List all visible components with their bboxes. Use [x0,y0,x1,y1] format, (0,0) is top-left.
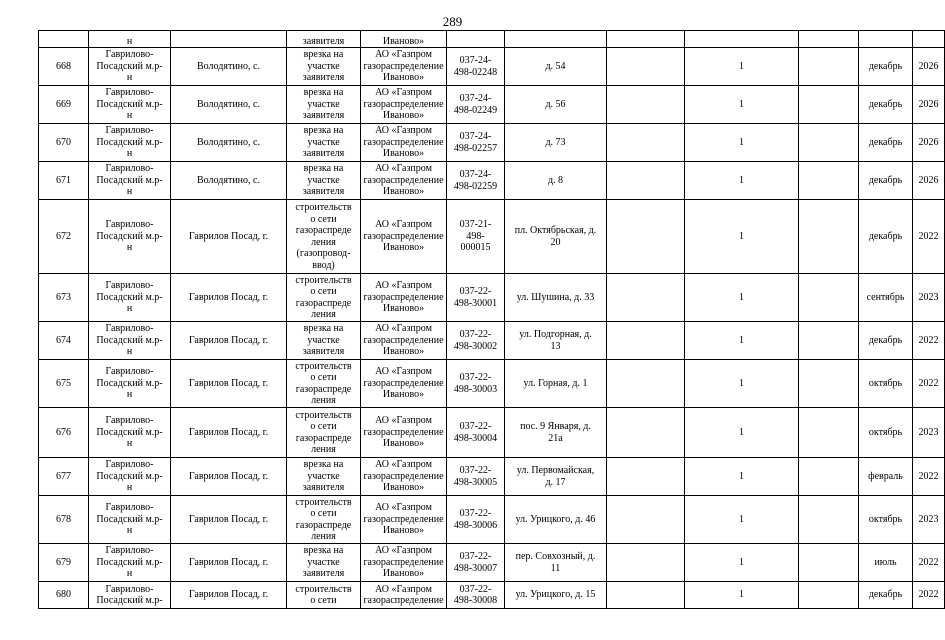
cell-year: 2023 [913,408,945,458]
cell-district: Гаврилово- Посадский м.р- н [89,86,171,124]
cell-address: ул. Подгорная, д. 13 [505,322,607,360]
cell-locality [171,31,287,48]
cell-code: 037-24- 498-02248 [447,48,505,86]
cell-work-type: строительств о сети [287,582,361,609]
cell-num: 678 [39,496,89,544]
cell-blank [799,458,859,496]
cell-qty: 1 [685,582,799,609]
table-row [39,322,945,360]
cell-locality: Гаврилов Посад, г. [171,582,287,609]
cell-blank [799,322,859,360]
gas-connection-registry-table [38,30,945,609]
cell-work-type: врезка на участке заявителя [287,86,361,124]
cell-blank [799,408,859,458]
cell-district: Гаврилово- Посадский м.р- н [89,48,171,86]
cell-extra [607,200,685,274]
cell-month: июль [859,544,913,582]
cell-organization: АО «Газпром газораспределение Иваново» [361,360,447,408]
cell-locality: Гаврилов Посад, г. [171,360,287,408]
table-row [39,48,945,86]
cell-work-type: заявителя [287,31,361,48]
cell-work-type: врезка на участке заявителя [287,458,361,496]
cell-year: 2023 [913,274,945,322]
cell-blank [799,124,859,162]
cell-organization: Иваново» [361,31,447,48]
cell-month: сентябрь [859,274,913,322]
cell-work-type: врезка на участке заявителя [287,162,361,200]
cell-qty: 1 [685,322,799,360]
cell-district: Гаврилово- Посадский м.р- н [89,200,171,274]
table-row [39,274,945,322]
cell-month: октябрь [859,496,913,544]
cell-extra [607,458,685,496]
table-row [39,162,945,200]
cell-year: 2022 [913,200,945,274]
cell-year: 2026 [913,86,945,124]
cell-address: ул. Урицкого, д. 46 [505,496,607,544]
cell-organization: АО «Газпром газораспределение [361,582,447,609]
cell-organization: АО «Газпром газораспределение Иваново» [361,458,447,496]
cell-qty: 1 [685,124,799,162]
cell-qty: 1 [685,162,799,200]
cell-organization: АО «Газпром газораспределение Иваново» [361,496,447,544]
cell-month: декабрь [859,322,913,360]
cell-blank [799,274,859,322]
cell-organization: АО «Газпром газораспределение Иваново» [361,408,447,458]
cell-work-type: строительств о сети газораспреде ления [287,274,361,322]
cell-district: Гаврилово- Посадский м.р- н [89,124,171,162]
cell-qty: 1 [685,408,799,458]
cell-locality: Володятино, с. [171,162,287,200]
cell-work-type: строительств о сети газораспреде ления [287,408,361,458]
table-row [39,200,945,274]
cell-organization: АО «Газпром газораспределение Иваново» [361,162,447,200]
cell-locality: Володятино, с. [171,48,287,86]
page-number: 289 [442,14,463,29]
cell-locality: Гаврилов Посад, г. [171,544,287,582]
cell-blank [799,544,859,582]
cell-month: декабрь [859,48,913,86]
cell-blank [799,162,859,200]
cell-locality: Гаврилов Посад, г. [171,408,287,458]
table-row [39,124,945,162]
cell-year: 2026 [913,48,945,86]
cell-year: 2022 [913,458,945,496]
cell-blank [799,496,859,544]
cell-district: н [89,31,171,48]
cell-num: 671 [39,162,89,200]
cell-blank [799,360,859,408]
cell-num: 670 [39,124,89,162]
cell-extra [607,124,685,162]
table-row [39,544,945,582]
cell-district: Гаврилово- Посадский м.р- н [89,274,171,322]
cell-num: 676 [39,408,89,458]
cell-qty: 1 [685,544,799,582]
cell-work-type: строительств о сети газораспреде ления [287,496,361,544]
cell-address: д. 54 [505,48,607,86]
cell-qty: 1 [685,496,799,544]
cell-qty [685,31,799,48]
cell-work-type: врезка на участке заявителя [287,124,361,162]
cell-year: 2022 [913,544,945,582]
cell-year: 2022 [913,360,945,408]
cell-locality: Володятино, с. [171,124,287,162]
cell-month: декабрь [859,86,913,124]
cell-address [505,31,607,48]
cell-blank [799,582,859,609]
cell-code: 037-24- 498-02257 [447,124,505,162]
cell-month: октябрь [859,360,913,408]
cell-year: 2026 [913,162,945,200]
table-row [39,458,945,496]
cell-extra [607,582,685,609]
cell-code [447,31,505,48]
cell-year: 2022 [913,582,945,609]
cell-qty: 1 [685,48,799,86]
cell-work-type: строительств о сети газораспреде ления (газопровод- ввод) [287,200,361,274]
cell-locality: Гаврилов Посад, г. [171,458,287,496]
cell-month: декабрь [859,582,913,609]
cell-num [39,31,89,48]
cell-address: пер. Совхозный, д. 11 [505,544,607,582]
table-row [39,86,945,124]
cell-district: Гаврилово- Посадский м.р- н [89,458,171,496]
cell-district: Гаврилово- Посадский м.р- н [89,496,171,544]
cell-address: ул. Урицкого, д. 15 [505,582,607,609]
cell-organization: АО «Газпром газораспределение Иваново» [361,200,447,274]
table-row-partial [39,31,945,48]
cell-num: 672 [39,200,89,274]
cell-locality: Гаврилов Посад, г. [171,274,287,322]
cell-organization: АО «Газпром газораспределение Иваново» [361,544,447,582]
cell-extra [607,544,685,582]
cell-num: 679 [39,544,89,582]
cell-locality: Гаврилов Посад, г. [171,322,287,360]
cell-organization: АО «Газпром газораспределение Иваново» [361,274,447,322]
cell-locality: Гаврилов Посад, г. [171,496,287,544]
cell-extra [607,322,685,360]
cell-organization: АО «Газпром газораспределение Иваново» [361,48,447,86]
table-row [39,360,945,408]
cell-year: 2023 [913,496,945,544]
cell-address: ул. Шушина, д. 33 [505,274,607,322]
cell-code: 037-22- 498-30003 [447,360,505,408]
cell-extra [607,48,685,86]
cell-district: Гаврилово- Посадский м.р- н [89,408,171,458]
table-row [39,582,945,609]
cell-qty: 1 [685,274,799,322]
cell-district: Гаврилово- Посадский м.р- [89,582,171,609]
cell-district: Гаврилово- Посадский м.р- н [89,322,171,360]
cell-work-type: врезка на участке заявителя [287,48,361,86]
cell-code: 037-21- 498- 000015 [447,200,505,274]
cell-locality: Гаврилов Посад, г. [171,200,287,274]
cell-month: декабрь [859,162,913,200]
table-row [39,408,945,458]
cell-address: д. 56 [505,86,607,124]
cell-year: 2022 [913,322,945,360]
cell-month: октябрь [859,408,913,458]
cell-extra [607,274,685,322]
cell-address: пл. Октябрьская, д. 20 [505,200,607,274]
cell-code: 037-22- 498-30004 [447,408,505,458]
cell-num: 677 [39,458,89,496]
cell-code: 037-22- 498-30005 [447,458,505,496]
cell-address: пос. 9 Января, д. 21а [505,408,607,458]
cell-organization: АО «Газпром газораспределение Иваново» [361,124,447,162]
cell-num: 675 [39,360,89,408]
cell-month: декабрь [859,200,913,274]
cell-work-type: строительств о сети газораспреде ления [287,360,361,408]
cell-code: 037-22- 498-30006 [447,496,505,544]
cell-locality: Володятино, с. [171,86,287,124]
cell-district: Гаврилово- Посадский м.р- н [89,544,171,582]
cell-code: 037-22- 498-30008 [447,582,505,609]
cell-extra [607,408,685,458]
cell-year [913,31,945,48]
cell-month: декабрь [859,124,913,162]
cell-work-type: врезка на участке заявителя [287,544,361,582]
cell-num: 673 [39,274,89,322]
cell-num: 669 [39,86,89,124]
cell-address: ул. Горная, д. 1 [505,360,607,408]
cell-blank [799,200,859,274]
cell-code: 037-22- 498-30001 [447,274,505,322]
cell-blank [799,48,859,86]
cell-year: 2026 [913,124,945,162]
cell-district: Гаврилово- Посадский м.р- н [89,360,171,408]
cell-month [859,31,913,48]
cell-month: февраль [859,458,913,496]
cell-organization: АО «Газпром газораспределение Иваново» [361,322,447,360]
cell-address: д. 8 [505,162,607,200]
cell-address: ул. Первомайская, д. 17 [505,458,607,496]
cell-extra [607,162,685,200]
cell-work-type: врезка на участке заявителя [287,322,361,360]
cell-qty: 1 [685,200,799,274]
cell-qty: 1 [685,360,799,408]
cell-num: 674 [39,322,89,360]
cell-extra [607,86,685,124]
cell-code: 037-22- 498-30007 [447,544,505,582]
cell-district: Гаврилово- Посадский м.р- н [89,162,171,200]
cell-blank [799,86,859,124]
cell-extra [607,31,685,48]
cell-address: д. 73 [505,124,607,162]
cell-code: 037-24- 498-02259 [447,162,505,200]
cell-num: 668 [39,48,89,86]
cell-code: 037-24- 498-02249 [447,86,505,124]
cell-extra [607,496,685,544]
cell-qty: 1 [685,458,799,496]
cell-blank [799,31,859,48]
cell-organization: АО «Газпром газораспределение Иваново» [361,86,447,124]
cell-num: 680 [39,582,89,609]
cell-qty: 1 [685,86,799,124]
table-row [39,496,945,544]
cell-code: 037-22- 498-30002 [447,322,505,360]
cell-extra [607,360,685,408]
